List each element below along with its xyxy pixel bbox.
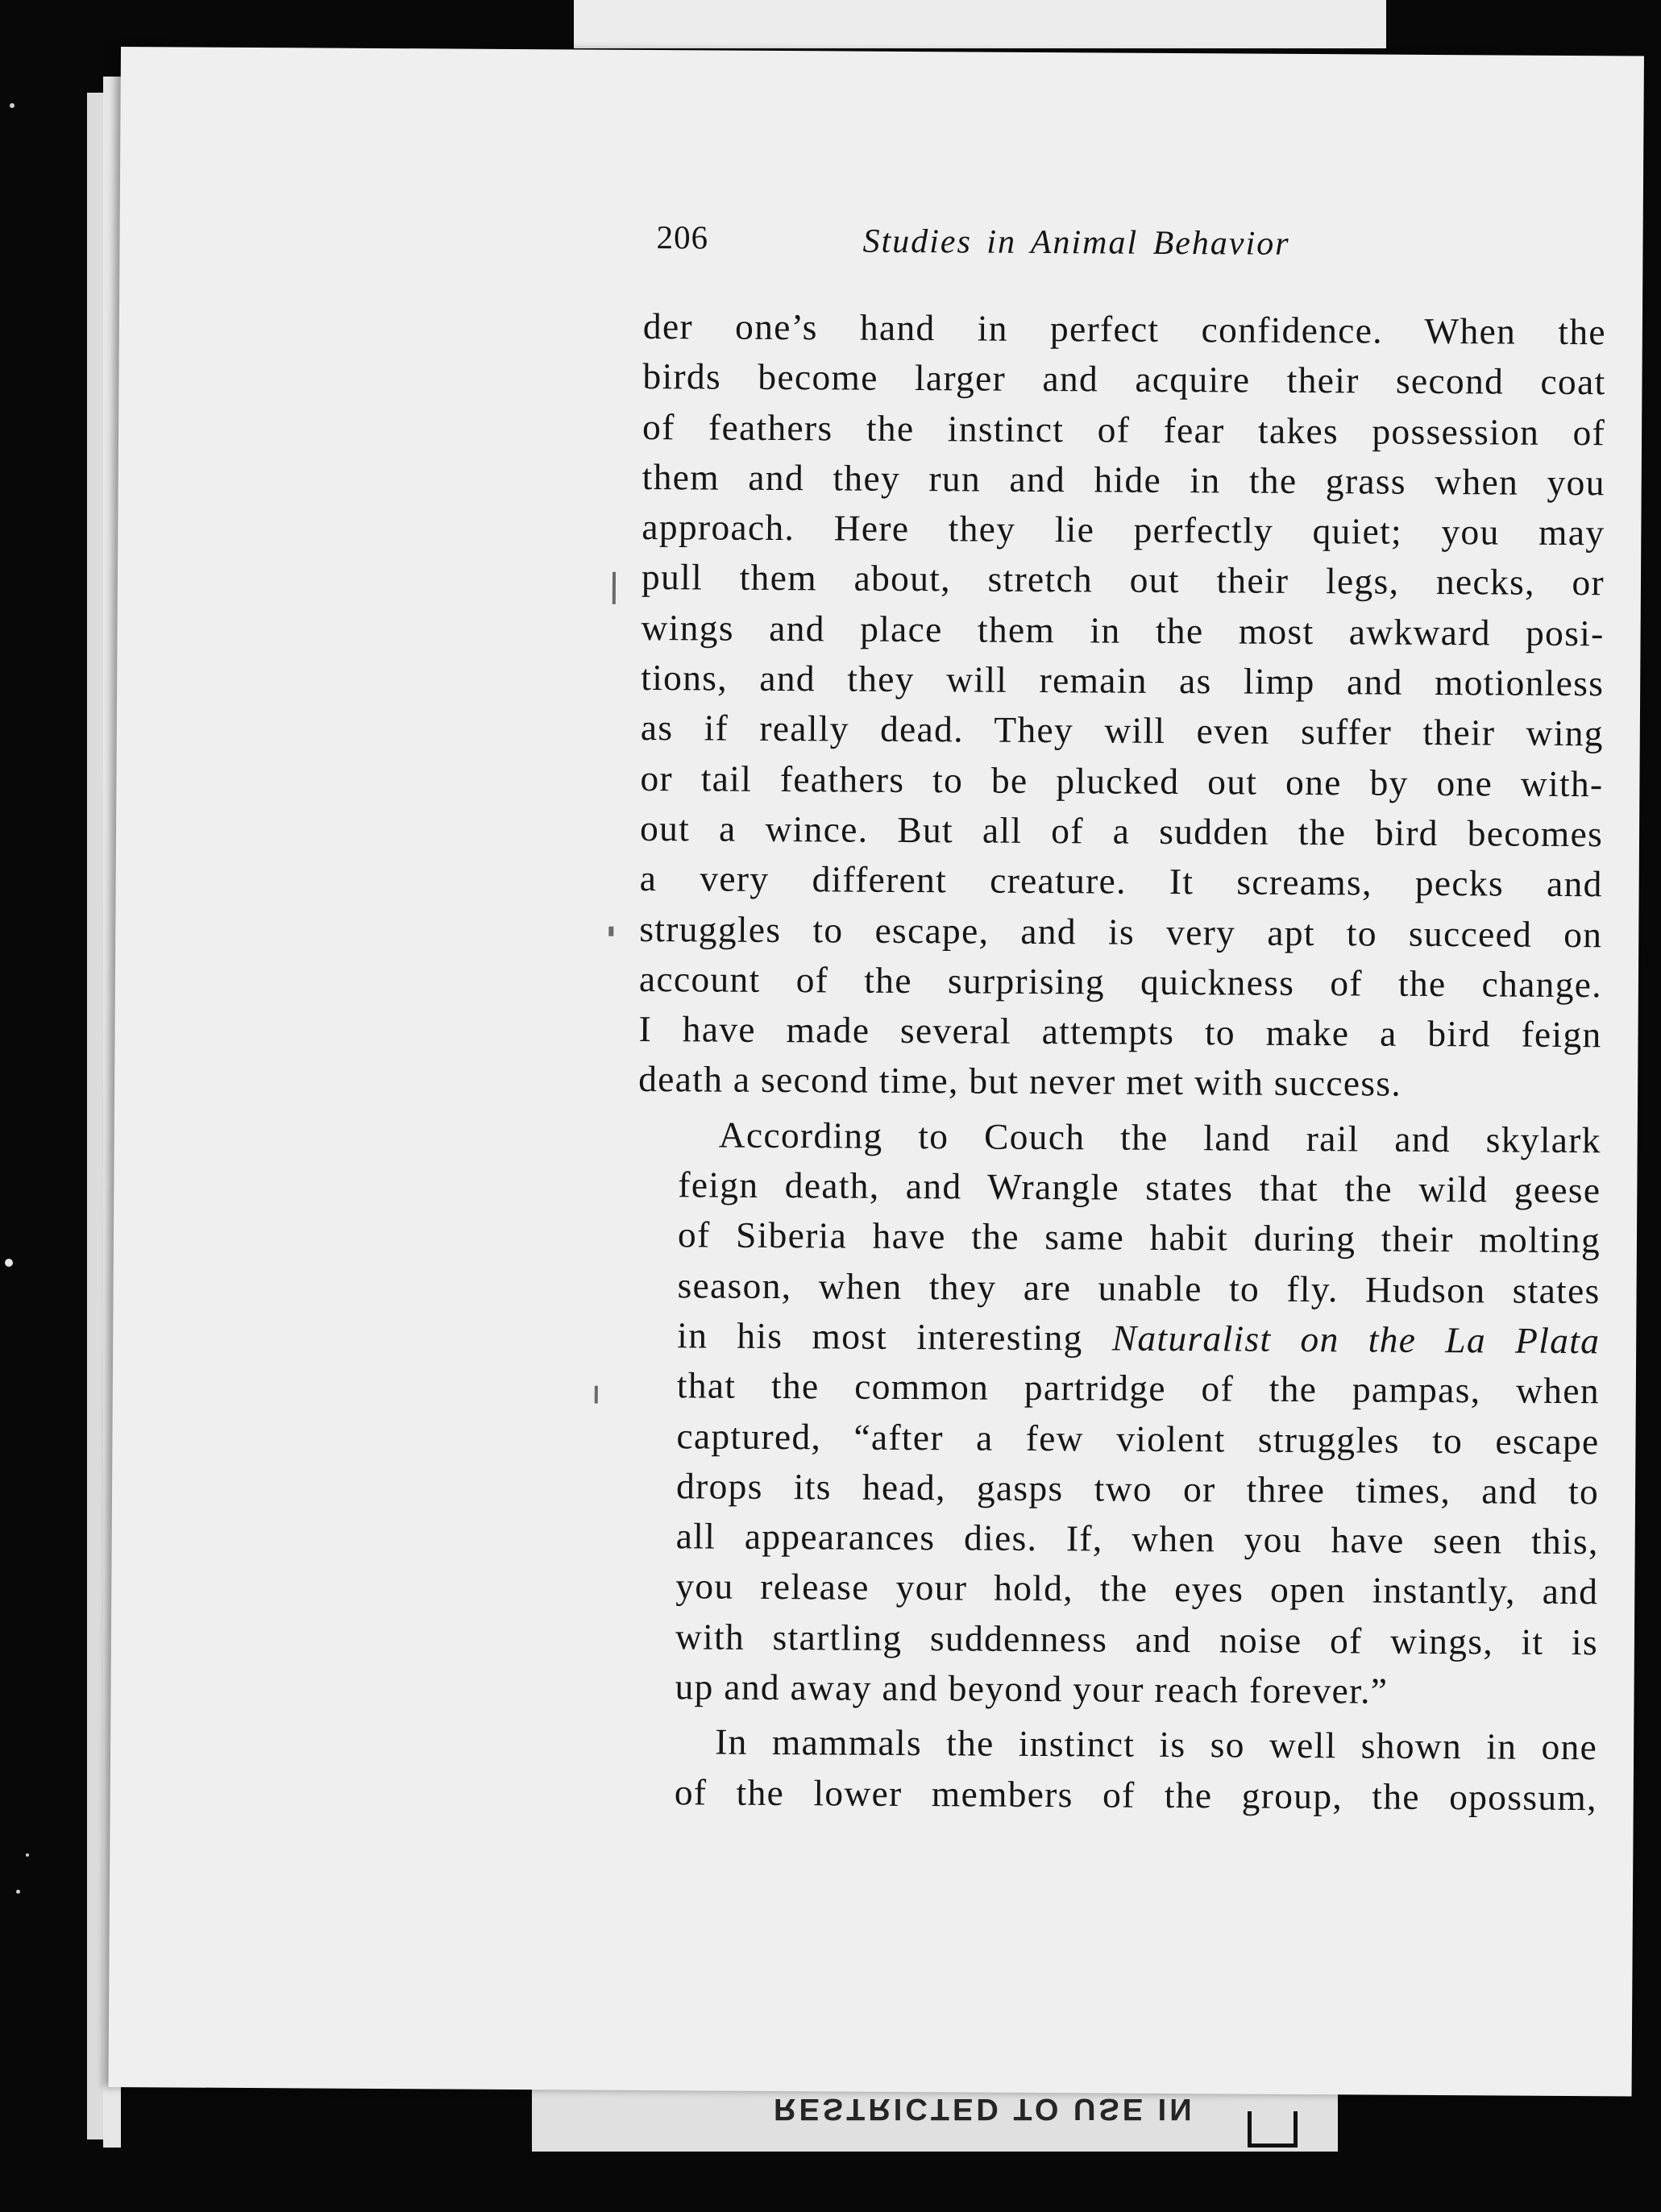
text-fragment: in his most interesting [677,1314,1083,1359]
page-edge-left [87,93,103,2139]
text-line: tions, and they will remain as limp and motionless [641,657,1605,704]
text-line: that the common partridge of the pampas, when [676,1364,1601,1412]
film-speck [16,1890,20,1894]
text-line-with-title [637,1310,1600,1367]
text-line: you release your hold, the eyes open instantly, and [675,1565,1599,1612]
text-line: struggles to escape, and is very apt to succeed on [639,907,1603,955]
body-text [634,301,1606,1823]
text-line: According to Couch the land rail and skylark [718,1114,1601,1160]
page-header [656,218,1502,279]
text-line: wings and place them in the most awkward posi- [641,606,1605,654]
text-line: with startling suddenness and noise of wings, it is [675,1615,1599,1662]
paragraph-1 [638,301,1606,1110]
text-line: der one’s hand in perfect confidence. When the [642,305,1607,353]
text-line: or tail feathers to be plucked out one by one with- [640,757,1604,804]
text-line: up and away and beyond your reach forever.” [675,1666,1389,1712]
film-speck [5,1259,13,1267]
text-line: drops its head, gasps two or three times, and to [675,1465,1600,1513]
text-line: approach. Here they lie perfectly quiet; you may [642,506,1605,554]
text-line: of Siberia have the same habit during their molting [677,1214,1601,1261]
text-line: birds become larger and acquire their second coat [642,355,1606,403]
text-line: account of the surprising quickness of the change. [638,957,1603,1006]
text-line: of the lower members of the group, the opossum, [674,1770,1597,1818]
paragraph-2 [634,1110,1601,1718]
film-speck [10,103,15,108]
book-title-italic: Naturalist on the La Plata [1111,1317,1601,1362]
book-page [109,47,1644,2096]
margin-mark [612,572,616,604]
text-line: death a second time, but never met with success. [638,1058,1402,1105]
text-line: them and they run and hide in the grass when you [642,455,1605,504]
page-number: 206 [656,218,709,256]
text-line: I have made several attempts to make a bird feign [638,1008,1602,1056]
text-line: feign death, and Wrangle states that the wild geese [678,1164,1601,1211]
text-line: pull them about, stretch out their legs, necks, or [641,556,1605,604]
text-line: as if really dead. They will even suffer their wing [640,707,1604,754]
margin-mark [608,927,613,936]
text-line: a very different creature. It screams, pecks and [639,857,1603,905]
text-line: captured, “after a few violent struggles to escape [676,1414,1600,1462]
page-edge-top [574,0,1386,48]
text-line: season, when they are unable to fly. Hudson states [677,1264,1601,1311]
microfilm-stamp: RESTRICTED TO USE IN [774,2092,1195,2126]
running-head: Studies in Animal Behavior [862,222,1290,263]
film-speck [26,1853,29,1857]
text-line: all appearances dies. If, when you have seen this, [675,1515,1599,1563]
margin-mark [595,1386,598,1404]
paragraph-3 [634,1716,1598,1823]
text-line: of feathers the instinct of fear takes possession of [642,405,1606,453]
stamp-box [1248,2111,1298,2148]
text-line: In mammals the instinct is so well shown in one [715,1720,1598,1768]
text-line: out a wince. But all of a sudden the bird becomes [639,807,1604,855]
